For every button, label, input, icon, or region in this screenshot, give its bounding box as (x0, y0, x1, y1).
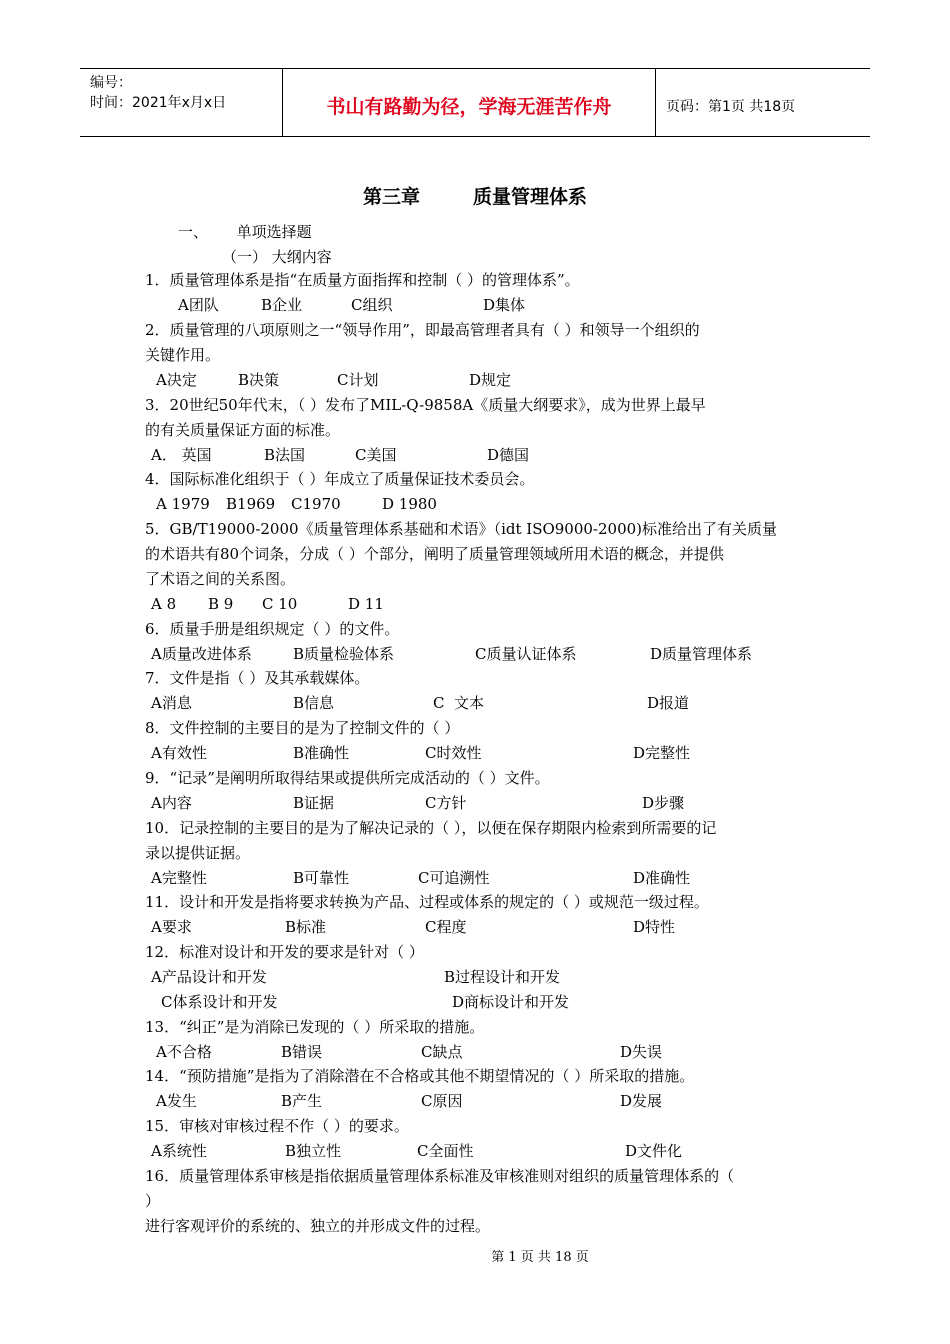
header-motto-cell (282, 69, 656, 136)
option-b: B信息 (293, 694, 335, 712)
page-footer: 第 1 页 共 18 页 (491, 1250, 589, 1265)
option-b: B可靠性 (293, 869, 350, 887)
option-c: C时效性 (425, 744, 482, 762)
option-d: D文件化 (625, 1142, 683, 1160)
question-line: 的术语共有80个词条，分成（ ）个部分，阐明了质量管理领域所用术语的概念，并提供 (145, 545, 724, 563)
subsection-heading: （一） 大纲内容 (222, 248, 332, 266)
option-c: C可追溯性 (418, 869, 490, 887)
option-c: C全面性 (417, 1142, 474, 1160)
option-d: D报道 (647, 694, 690, 712)
option-c: C原因 (421, 1092, 463, 1110)
option-c: C1970 (291, 495, 341, 513)
option-b: B独立性 (285, 1142, 342, 1160)
option-d: D集体 (483, 296, 526, 314)
question-line: 录以提供证据。 (145, 844, 251, 862)
option-a: A有效性 (151, 744, 207, 762)
option-b: B标准 (285, 918, 327, 936)
option-b: B决策 (238, 371, 280, 389)
option-a: A 8 (151, 595, 177, 613)
option-c: C方针 (425, 794, 467, 812)
option-c: C程度 (425, 918, 467, 936)
question-line: 6．质量手册是组织规定（ ）的文件。 (145, 620, 400, 638)
question-line: 10．记录控制的主要目的是为了解决记录的（ ），以便在保存期限内检索到所需要的记 (145, 819, 717, 837)
option-a: A完整性 (151, 869, 207, 887)
option-d: D 11 (348, 595, 384, 613)
option-a: A不合格 (156, 1043, 212, 1061)
document-date-label: 时间：2021年x月x日 (90, 95, 227, 111)
question-line: 11．设计和开发是指将要求转换为产品、过程或体系的规定的（ ）或规范一级过程。 (145, 893, 709, 911)
question-line: 的有关质量保证方面的标准。 (145, 421, 341, 439)
option-a: A团队 (178, 296, 219, 314)
question-line: 8．文件控制的主要目的是为了控制文件的（ ） (145, 719, 460, 737)
question-line: ） (145, 1192, 161, 1210)
question-line: 了术语之间的关系图。 (145, 570, 296, 588)
option-b: B产生 (281, 1092, 323, 1110)
header-page-cell (656, 69, 870, 136)
option-c: C美国 (355, 446, 397, 464)
section-heading: 一、 单项选择题 (178, 223, 312, 241)
option-a: A要求 (151, 918, 192, 936)
option-a: A 1979 (156, 495, 210, 513)
option-d: D准确性 (633, 869, 691, 887)
option-b: B过程设计和开发 (444, 968, 561, 986)
option-c: C缺点 (421, 1043, 463, 1061)
question-line: 4．国际标准化组织于（ ）年成立了质量保证技术委员会。 (145, 470, 535, 488)
question-line: 2．质量管理的八项原则之一“领导作用”，即最高管理者具有（ ）和领导一个组织的 (145, 321, 700, 339)
header-left-cell (80, 69, 282, 136)
question-line: 5．GB/T19000-2000《质量管理体系基础和术语》（idt ISO9000-2000)标准给出了有关质量 (145, 520, 778, 538)
question-line: 12．标准对设计和开发的要求是针对（ ） (145, 943, 424, 961)
option-b: B错误 (281, 1043, 323, 1061)
question-line: 1．质量管理体系是指“在质量方面指挥和控制（ ）的管理体系”。 (145, 271, 580, 289)
option-d: D步骤 (642, 794, 685, 812)
option-c: C 文本 (433, 694, 485, 712)
header-page-label: 页码：第1页 共18页 (666, 98, 796, 115)
option-a: A内容 (151, 794, 192, 812)
question-line: 3．20世纪50年代末，（ ）发布了MIL-Q-9858A《质量大纲要求》，成为世界上最早 (145, 396, 706, 414)
question-line: 进行客观评价的系统的、独立的并形成文件的过程。 (145, 1217, 491, 1235)
option-a: A系统性 (151, 1142, 207, 1160)
option-b: B证据 (293, 794, 335, 812)
option-a: A． 英国 (151, 446, 212, 464)
option-d: D质量管理体系 (650, 645, 753, 663)
option-b: B 9 (208, 595, 234, 613)
header-motto: 书山有路勤为径，学海无涯苦作舟 (326, 96, 612, 118)
header-table (80, 68, 870, 137)
option-d: D德国 (487, 446, 530, 464)
question-line: 7．文件是指（ ）及其承载媒体。 (145, 669, 370, 687)
document-number-label: 编号： (90, 75, 132, 91)
option-d: D发展 (620, 1092, 663, 1110)
option-b: B企业 (261, 296, 303, 314)
option-c: C质量认证体系 (475, 645, 577, 663)
option-a: A发生 (156, 1092, 197, 1110)
option-b: B1969 (226, 495, 276, 513)
option-a: A消息 (151, 694, 192, 712)
question-line: 13．“纠正”是为消除已发现的（ ）所采取的措施。 (145, 1018, 485, 1036)
option-a: A决定 (156, 371, 197, 389)
chapter-title: 第三章 质量管理体系 (363, 186, 587, 208)
option-b: B法国 (264, 446, 306, 464)
option-d: D规定 (469, 371, 512, 389)
option-b: B质量检验体系 (293, 645, 395, 663)
option-a: A质量改进体系 (151, 645, 252, 663)
option-d: D失误 (620, 1043, 663, 1061)
option-c: C组织 (351, 296, 393, 314)
option-d: D完整性 (633, 744, 691, 762)
option-c: C 10 (262, 595, 298, 613)
question-line: 15．审核对审核过程不作（ ）的要求。 (145, 1117, 409, 1135)
question-line: 9．“记录”是阐明所取得结果或提供所完成活动的（ ）文件。 (145, 769, 550, 787)
option-c: C体系设计和开发 (161, 993, 278, 1011)
question-line: 关键作用。 (145, 346, 221, 364)
option-d: D 1980 (382, 495, 437, 513)
option-d: D特性 (633, 918, 676, 936)
option-d: D商标设计和开发 (452, 993, 570, 1011)
question-line: 16．质量管理体系审核是指依据质量管理体系标准及审核准则对组织的质量管理体系的（ (145, 1167, 735, 1185)
question-line: 14．“预防措施”是指为了消除潜在不合格或其他不期望情况的（ ）所采取的措施。 (145, 1067, 695, 1085)
option-a: A产品设计和开发 (151, 968, 267, 986)
option-b: B准确性 (293, 744, 350, 762)
option-c: C计划 (337, 371, 379, 389)
